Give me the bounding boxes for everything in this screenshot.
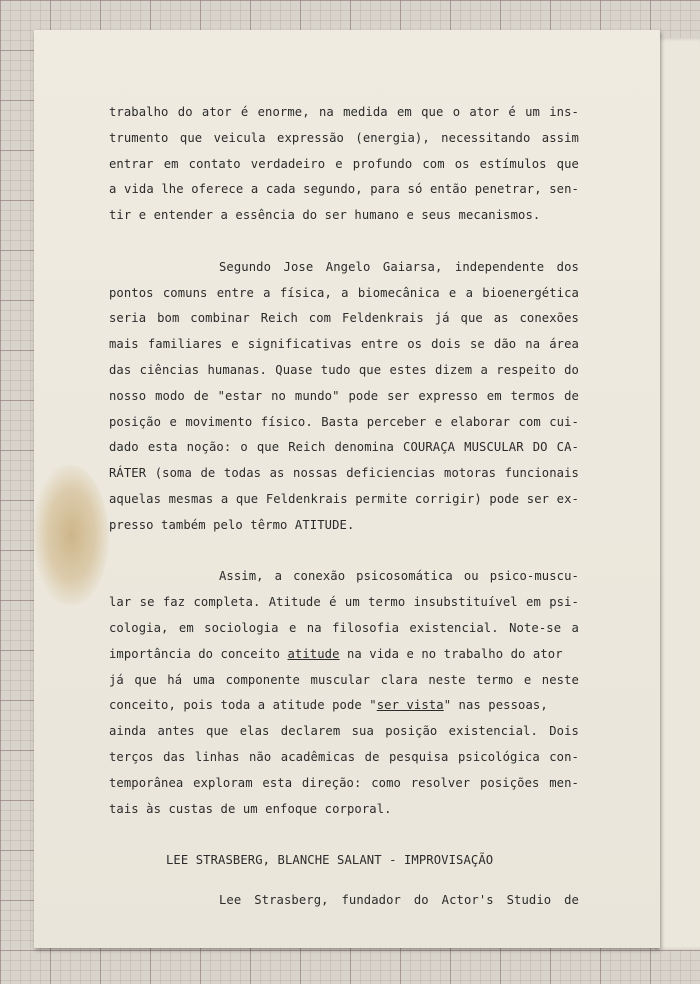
text-line: trumento que veicula expressão (energia), necessitando assim — [109, 130, 579, 145]
text-line: lar se faz completa. Atitude é um termo insubstituível em psi- — [109, 595, 579, 610]
text-line: das ciências humanas. Quase tudo que estes dizem a respeito do — [109, 362, 579, 377]
text-line: posição e movimento físico. Basta perceber e elaborar com cui- — [109, 414, 579, 429]
next-page-edge — [655, 38, 700, 950]
text-line: pontos comuns entre a física, a biomecânica e a bioenergética — [109, 285, 579, 300]
water-stain — [34, 465, 109, 605]
page-text — [109, 100, 579, 914]
text-line: tais às custas de um enfoque corporal. — [109, 801, 392, 816]
underlined-word-atitude: atitude — [287, 646, 340, 661]
text-line: Lee Strasberg, fundador do Actor's Studio de — [219, 892, 579, 907]
text-line: Segundo Jose Angelo Gaiarsa, independente dos — [219, 259, 579, 274]
text-line: ainda antes que elas declarem sua posição existencial. Dois — [109, 724, 579, 739]
text-line: RÁTER (soma de todas as nossas deficiencias motoras funcionais — [109, 466, 579, 481]
underlined-phrase-ser-vista: ser vista — [376, 698, 444, 713]
section-heading: LEE STRASBERG, BLANCHE SALANT - IMPROVISAÇÃO — [166, 853, 494, 868]
text-line: a vida lhe oferece a cada segundo, para só então penetrar, sen- — [109, 182, 579, 197]
text-line: cologia, em sociologia e na filosofia existencial. Note-se a — [109, 620, 579, 635]
text-line: temporânea exploram esta direção: como resolver posições men- — [109, 775, 579, 790]
text-line: trabalho do ator é enorme, na medida em que o ator é um ins- — [109, 105, 579, 119]
typewritten-page — [34, 30, 660, 948]
text-line: já que há uma componente muscular clara neste termo e neste — [109, 672, 579, 687]
text-line: terços das linhas não acadêmicas de pesquisa psicológica con- — [109, 749, 579, 764]
text-line: tir e entender a essência do ser humano e seus mecanismos. — [109, 208, 541, 223]
text-line: seria bom combinar Reich com Feldenkrais já que as conexões — [109, 311, 579, 326]
text-line: aquelas mesmas a que Feldenkrais permite corrigir) pode ser ex- — [109, 491, 579, 506]
text-line: importância do conceito atitude na vida e no trabalho do ator — [109, 646, 563, 661]
text-line: Assim, a conexão psicosomática ou psico-muscu- — [219, 569, 579, 584]
text-line: nosso modo de "estar no mundo" pode ser expresso em termos de — [109, 388, 579, 403]
text-line: entrar em contato verdadeiro e profundo com os estímulos que — [109, 156, 579, 171]
text-line: mais familiares e significativas entre os dois se dão na área — [109, 337, 579, 352]
text-line: presso também pelo têrmo ATITUDE. — [109, 517, 355, 532]
text-line: conceito, pois toda a atitude pode "ser vista" nas pessoas, — [109, 698, 548, 713]
text-line: dado esta noção: o que Reich denomina COURAÇA MUSCULAR DO CA- — [109, 440, 579, 455]
